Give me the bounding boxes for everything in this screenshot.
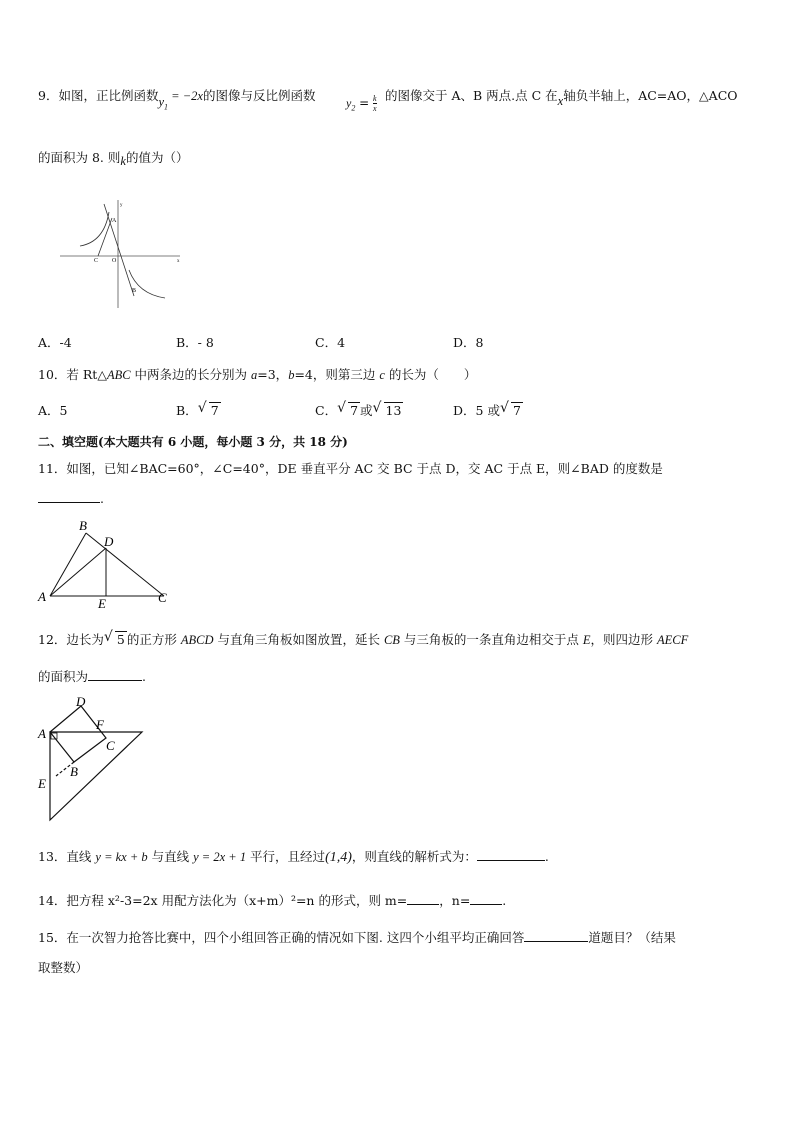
- q10-option-b: B． √ 7: [176, 400, 219, 418]
- eq-y1: = −2x: [168, 89, 203, 103]
- q11-figure: [34, 518, 174, 610]
- label-a: A: [112, 218, 117, 224]
- label-d: D: [104, 534, 114, 549]
- q9-option-b: B．- 8: [176, 335, 214, 350]
- answer-blank-m: [407, 904, 439, 905]
- q9-line1: 9．如图，正比例函数$y_1 = -2x$的图像与反比例函数: [38, 88, 316, 112]
- label-x: x: [177, 259, 180, 264]
- y1-var: $y_1$: [158, 95, 169, 112]
- q10-option-a: A．5: [38, 403, 68, 418]
- q9-line1b: 的图像交于 A、B 两点.点 C 在x轴负半轴上，AC=AO，△ACO: [385, 88, 738, 108]
- label-c: C: [94, 258, 99, 264]
- hyperbola-branch-left: [80, 212, 109, 246]
- q12-stem-line1: 12．边长为 √ 5 的正方形 ABCD 与直角三角板如图放置，延长 CB 与三角板的一条直角边相交于点 E，则四边形 AECF: [38, 629, 689, 647]
- label-f: F: [96, 717, 104, 732]
- q15-stem-line2: 取整数）: [38, 960, 89, 975]
- label-d: D: [76, 694, 86, 709]
- label-b: B: [79, 518, 87, 533]
- eq-y2: $y_2$ = $\frac{k}{x}$: [346, 94, 377, 113]
- answer-blank-n: [470, 904, 502, 905]
- q14-stem: 14．把方程 x²-3=2x 用配方法化为（x+m）²=n 的形式，则 m= ，n= .: [38, 893, 507, 908]
- label-c: C: [106, 738, 115, 753]
- answer-blank: [38, 502, 100, 503]
- q12-stem-line2: 的面积为 .: [38, 669, 146, 684]
- label-b: B: [132, 288, 137, 294]
- q10-stem: 10．若 Rt△ABC 中两条边的长分别为 a=3，b=4，则第三边 c 的长为（ ）: [38, 367, 477, 382]
- q9-graph: [60, 198, 185, 310]
- q9-option-a: A．-4: [38, 335, 72, 350]
- label-o: O: [112, 258, 117, 264]
- q10-option-c: C． √ 7 或 √ 13: [315, 400, 402, 418]
- q10-option-d: D．5 或 √ 7: [453, 400, 521, 418]
- answer-blank: [477, 860, 545, 861]
- segment-ca: [98, 218, 112, 256]
- answer-blank: [524, 941, 588, 942]
- q9-option-c: C．4: [315, 335, 346, 350]
- label-a: A: [38, 726, 46, 741]
- q12-figure: [34, 692, 149, 824]
- q11-blank-line: .: [38, 491, 104, 506]
- section-heading: 二、填空题(本大题共有 6 小题，每小题 3 分，共 18 分): [38, 435, 348, 449]
- q11-stem: 11．如图，已知∠BAC=60°，∠C=40°，DE 垂直平分 AC 交 BC 于点 D，交 AC 于点 E，则∠BAD 的度数是: [38, 461, 663, 476]
- proportional-line: [104, 204, 137, 296]
- q15-stem-line1: 15．在一次智力抢答比赛中，四个小组回答正确的情况如下图. 这四个小组平均正确回答 道题目？（结果: [38, 930, 676, 945]
- label-y: y: [120, 203, 123, 208]
- q9-option-d: D．8: [453, 335, 484, 350]
- label-e: E: [38, 776, 46, 791]
- label-a: A: [38, 589, 46, 604]
- answer-blank: [88, 680, 142, 681]
- q9-line2: 的面积为 8. 则k的值为（）: [38, 150, 189, 168]
- label-b: B: [70, 764, 78, 779]
- label-c: C: [158, 590, 167, 605]
- q13-stem: 13．直线 y = kx + b 与直线 y = 2x + 1 平行，且经过(1,4)，则直线的解析式为： .: [38, 849, 549, 865]
- label-e: E: [98, 596, 106, 610]
